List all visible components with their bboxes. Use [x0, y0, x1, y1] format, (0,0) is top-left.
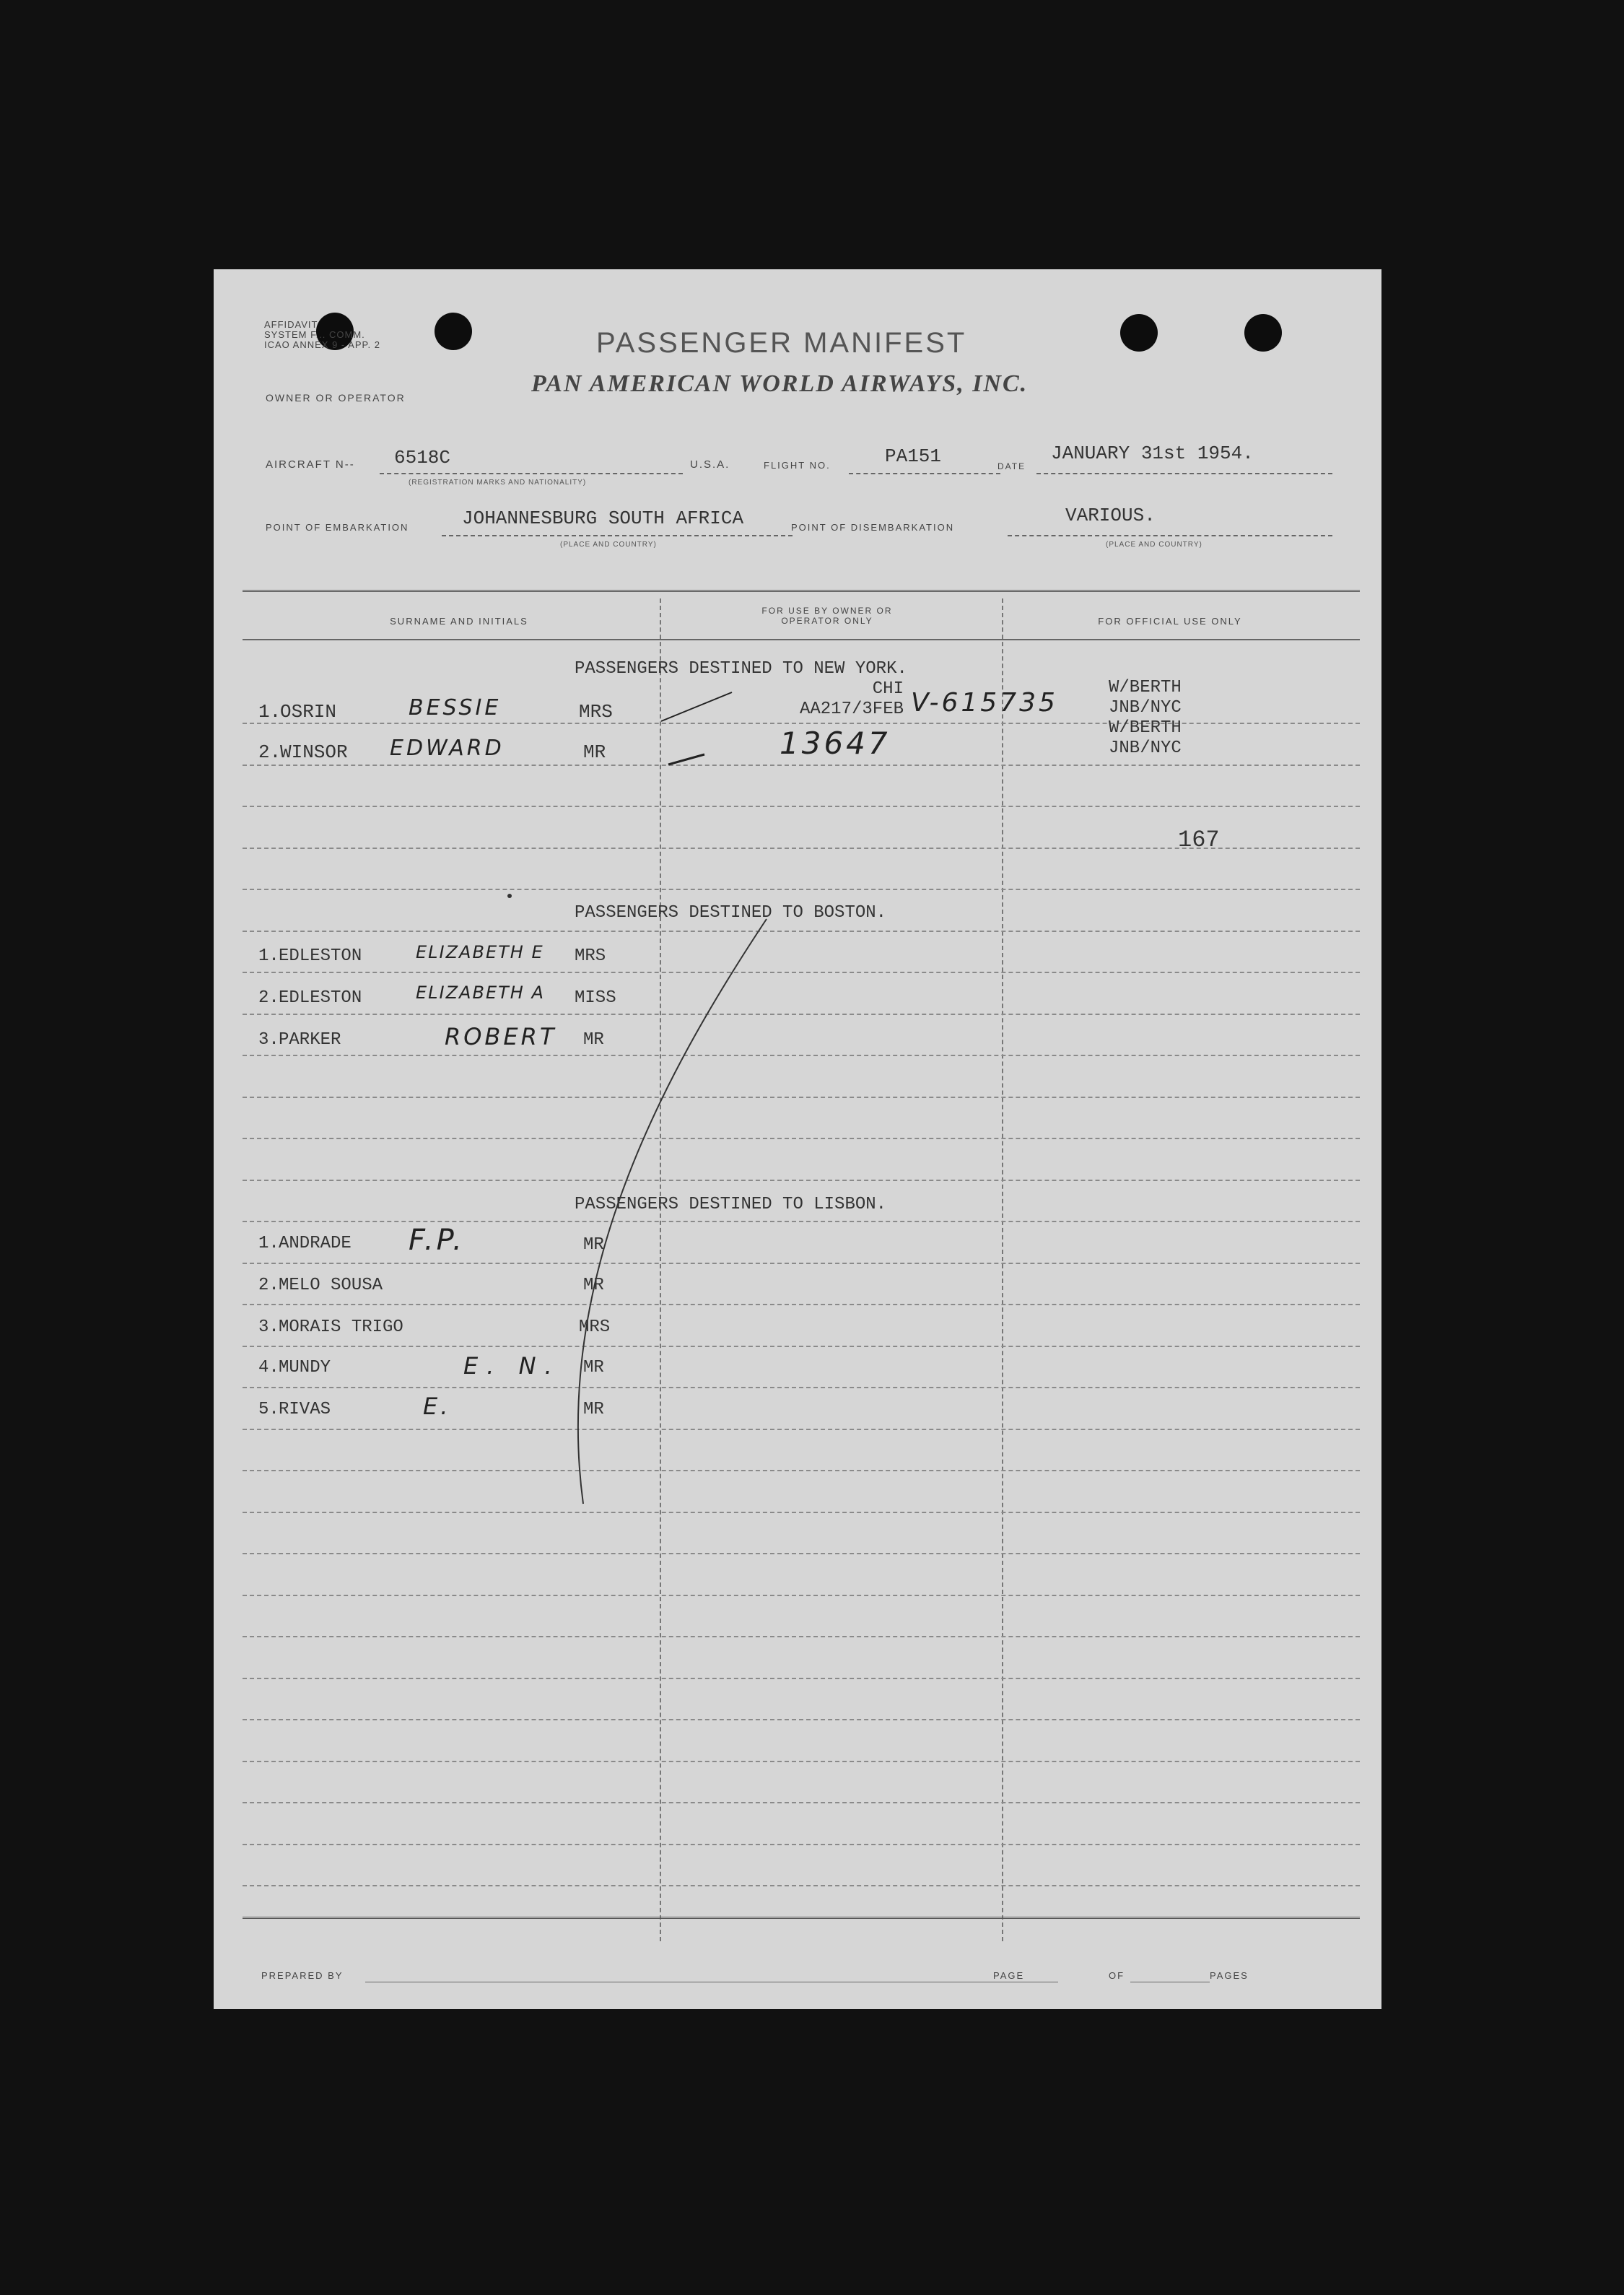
disembark-label: POINT OF DISEMBARKATION [791, 522, 955, 533]
form-ref-line: SYSTEM F... COMM. [264, 329, 365, 340]
passenger-surname: MORAIS TRIGO [279, 1318, 403, 1337]
column-divider [660, 598, 661, 1941]
ruled-line [243, 1553, 1360, 1554]
ruled-line [243, 1678, 1360, 1679]
ruled-line [243, 1387, 1360, 1388]
form-ref [264, 320, 380, 350]
passenger-title: MRS [579, 1318, 611, 1337]
ruled-line [243, 972, 1360, 973]
passenger-title: MR [583, 1358, 604, 1377]
passenger-number: 3. [258, 1318, 279, 1337]
passenger-number: 1. [258, 1234, 279, 1253]
ruled-line [243, 1263, 1360, 1264]
passenger-title: MR [583, 1235, 604, 1255]
official-note: W/BERTH JNB/NYC [1109, 718, 1182, 758]
passenger-number: 1. [258, 946, 279, 966]
passenger-surname: MUNDY [279, 1358, 331, 1377]
passenger-surname: WINSOR [280, 741, 348, 763]
passenger-given-name: BESSIE [409, 695, 502, 720]
column-divider [1002, 598, 1003, 1941]
prepared-by-label: PREPARED BY [261, 1970, 344, 1981]
ruled-line [243, 1844, 1360, 1845]
ruled-line [243, 1802, 1360, 1803]
official-note: W/BERTH JNB/NYC [1109, 678, 1182, 718]
passenger-number: 2. [258, 1276, 279, 1295]
ruled-line [243, 1221, 1360, 1222]
table-top-rule [243, 590, 1360, 595]
official-count: 167 [1178, 827, 1220, 853]
passenger-surname: ANDRADE [279, 1234, 352, 1253]
ruled-line [243, 1761, 1360, 1762]
aircraft-sublabel: (REGISTRATION MARKS AND NATIONALITY) [409, 479, 587, 487]
date-underline [1036, 473, 1332, 474]
ruled-line [243, 1512, 1360, 1513]
passenger-given-name: ELIZABETH E [416, 942, 544, 962]
ruled-line [243, 765, 1360, 766]
aircraft-underline [380, 473, 683, 474]
flight-label: FLIGHT NO. [764, 460, 831, 471]
passenger-title: MR [583, 1030, 604, 1050]
embark-label: POINT OF EMBARKATION [266, 522, 409, 533]
flight-number: PA151 [885, 445, 942, 467]
disembark-underline [1008, 535, 1332, 536]
group-heading: PASSENGERS DESTINED TO LISBON. [575, 1195, 887, 1214]
manifest-sheet [214, 269, 1381, 2009]
passenger-title: MR [583, 741, 606, 763]
passenger-surname: MELO SOUSA [279, 1276, 383, 1295]
punch-hole [1244, 314, 1282, 352]
passenger-number: 5. [258, 1400, 279, 1419]
passenger-number: 2. [258, 988, 279, 1008]
column-header-official-use: FOR OFFICIAL USE ONLY [1098, 616, 1242, 627]
passenger-given-name: EDWARD [390, 736, 505, 761]
ruled-line [243, 1595, 1360, 1596]
ruled-line [243, 1346, 1360, 1347]
ruled-line [243, 1055, 1360, 1056]
ruled-line [243, 806, 1360, 807]
header-rule [243, 639, 1360, 640]
pages-label: PAGES [1210, 1970, 1249, 1981]
passenger-number: 2. [258, 741, 281, 763]
ruled-line [243, 1429, 1360, 1430]
passenger-title: MRS [579, 701, 613, 723]
passenger-given-name: F.P. [409, 1224, 465, 1257]
aircraft-label: AIRCRAFT N-- [266, 458, 355, 471]
flight-date: JANUARY 31st 1954. [1051, 443, 1254, 464]
column-header-owner-use: FOR USE BY OWNER OR OPERATOR ONLY [761, 606, 893, 626]
pencil-dot [507, 894, 512, 898]
ruled-line [243, 1097, 1360, 1098]
passenger-title: MRS [575, 946, 606, 966]
form-title: PASSENGER MANIFEST [596, 327, 967, 359]
ruled-line [243, 1719, 1360, 1720]
flight-underline [849, 473, 1000, 474]
passenger-given-name: ELIZABETH A [416, 983, 545, 1003]
owner-note: CHI AA217/3FEB [799, 679, 904, 719]
passenger-surname: PARKER [279, 1030, 341, 1050]
passenger-surname: OSRIN [280, 701, 337, 723]
column-header-name: SURNAME AND INITIALS [390, 616, 528, 627]
owner-label: OWNER OR OPERATOR [266, 392, 406, 404]
ruled-line [243, 1138, 1360, 1139]
ruled-line [243, 1636, 1360, 1637]
disembarkation-value: VARIOUS. [1065, 505, 1156, 526]
passenger-title: MISS [575, 988, 616, 1008]
ruled-line [243, 1180, 1360, 1181]
passenger-surname: EDLESTON [279, 946, 362, 966]
group-heading: PASSENGERS DESTINED TO BOSTON. [575, 903, 887, 923]
form-ref-line: AFFIDAVIT [264, 319, 318, 330]
of-label: OF [1109, 1970, 1125, 1981]
check-mark [661, 692, 732, 721]
embark-underline [442, 535, 793, 536]
nationality: U.S.A. [690, 458, 730, 471]
punch-hole [1120, 314, 1158, 352]
aircraft-value: 6518C [394, 447, 451, 469]
ruled-line [243, 1304, 1360, 1305]
ruled-line [243, 931, 1360, 932]
date-label: DATE [997, 461, 1026, 471]
ruled-line [243, 1885, 1360, 1886]
disembark-sublabel: (PLACE AND COUNTRY) [1106, 541, 1202, 549]
owner-handwritten-note: 13647 [780, 726, 891, 761]
passenger-surname: RIVAS [279, 1400, 331, 1419]
passenger-number: 3. [258, 1030, 279, 1050]
page-label: PAGE [993, 1970, 1025, 1981]
form-ref-line: ICAO ANNEX 9 - APP. 2 [264, 339, 380, 350]
punch-hole [435, 313, 472, 350]
passenger-number: 1. [258, 701, 281, 723]
passenger-given-name: E. N. [463, 1352, 561, 1380]
operator-name: PAN AMERICAN WORLD AIRWAYS, INC. [531, 370, 1029, 397]
passenger-title: MR [583, 1400, 604, 1419]
check-mark [668, 754, 704, 765]
table-bottom-rule [243, 1917, 1360, 1922]
group-heading: PASSENGERS DESTINED TO NEW YORK. [575, 659, 907, 679]
owner-handwritten-note: V-615735 [911, 688, 1058, 718]
passenger-title: MR [583, 1276, 604, 1295]
ruled-line [243, 889, 1360, 890]
embarkation-value: JOHANNESBURG SOUTH AFRICA [462, 508, 744, 529]
passenger-number: 4. [258, 1358, 279, 1377]
ruled-line [243, 1470, 1360, 1471]
passenger-given-name: E. [423, 1393, 451, 1420]
embark-sublabel: (PLACE AND COUNTRY) [560, 541, 657, 549]
passenger-given-name: ROBERT [445, 1023, 557, 1050]
ruled-line [243, 1014, 1360, 1015]
passenger-surname: EDLESTON [279, 988, 362, 1008]
